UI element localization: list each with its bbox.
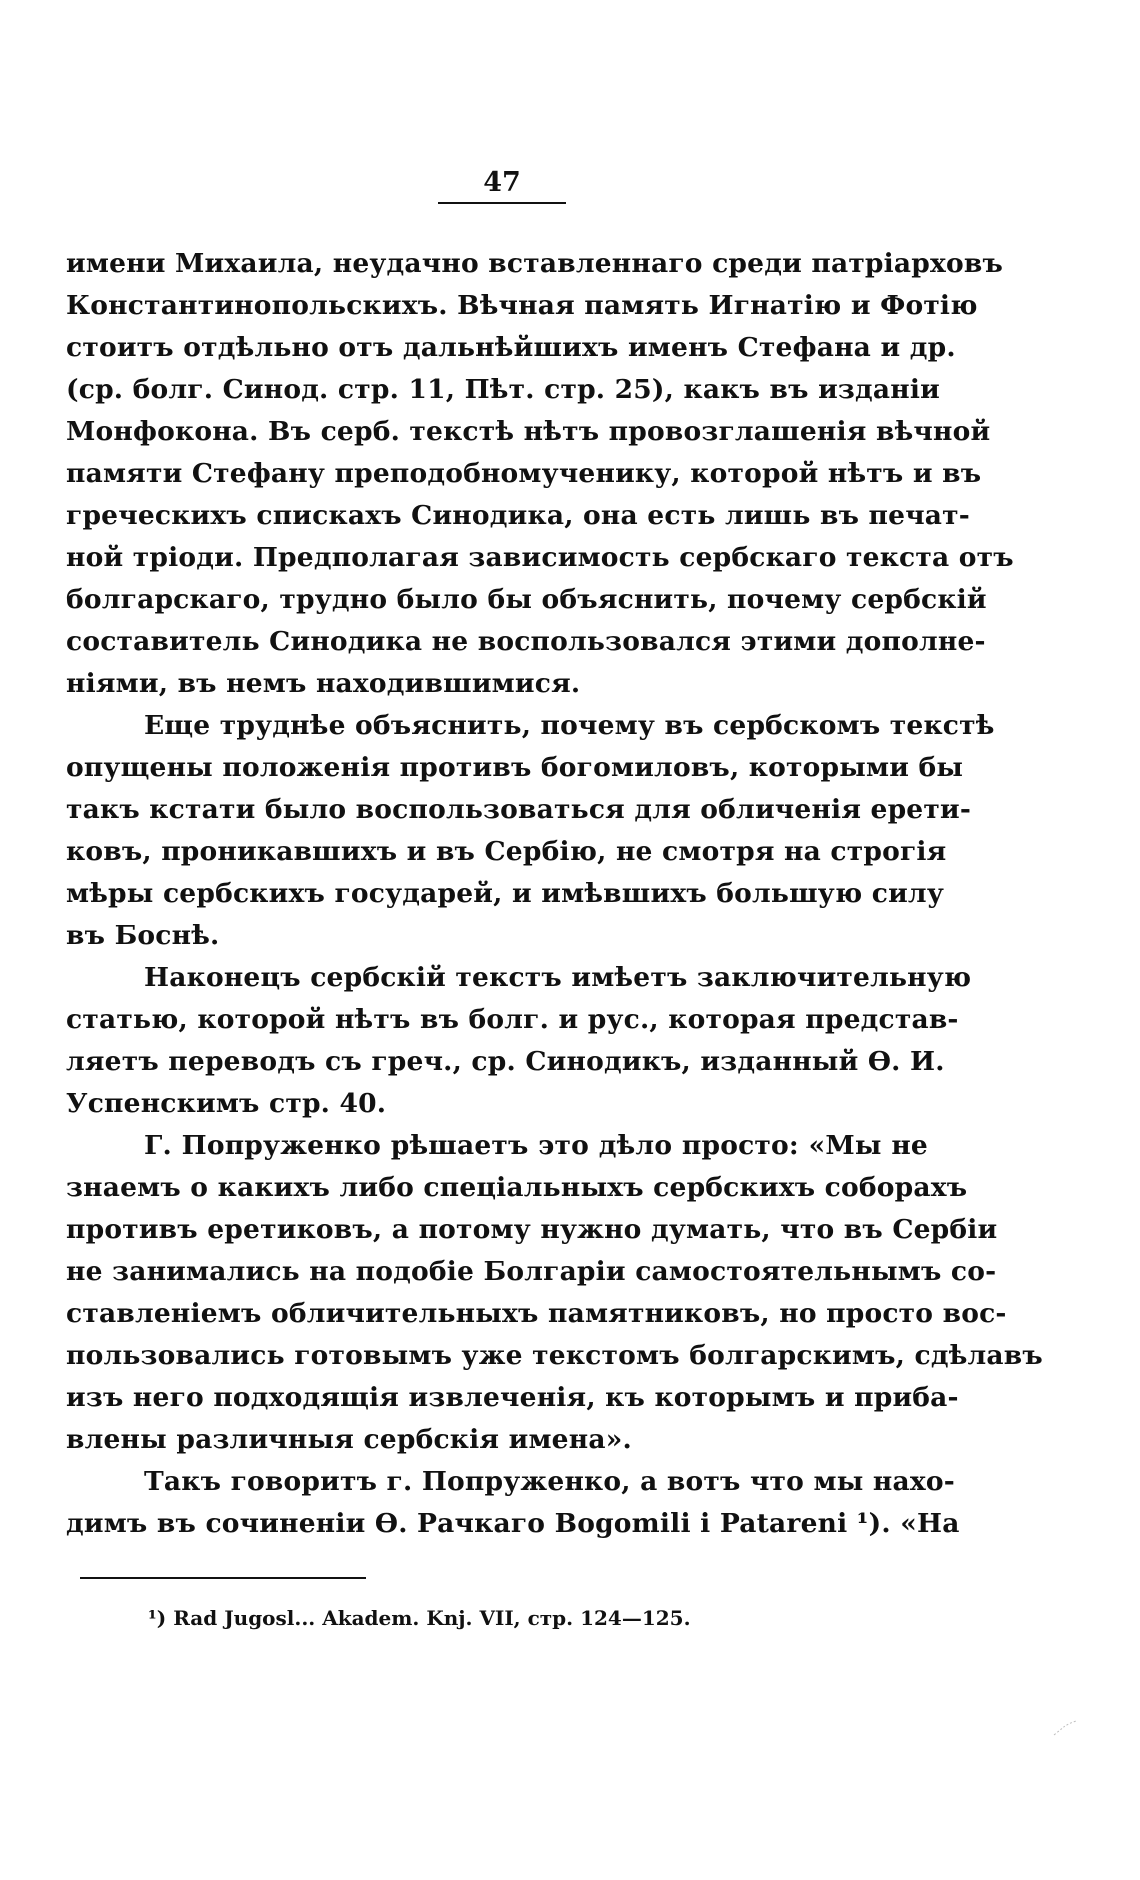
body-text — [66, 243, 1043, 1545]
text-line: имени Михаила, неудачно вставленнаго среди патріарховъ — [66, 248, 1004, 279]
text-line: влены различныя сербскія имена». — [66, 1424, 632, 1455]
text-line: Наконецъ сербскій текстъ имѣетъ заключительную — [144, 962, 972, 993]
footnote-rule — [80, 1577, 366, 1579]
text-line: изъ него подходящія извлеченія, къ которымъ и приба- — [66, 1382, 959, 1413]
text-line: Монфокона. Въ серб. текстѣ нѣтъ провозглашенія вѣчной — [66, 416, 991, 447]
text-line: составитель Синодика не воспользовался этими дополне- — [66, 626, 986, 657]
text-line: Такъ говоритъ г. Попруженко, а вотъ что мы нахо- — [144, 1466, 955, 1497]
text-line: стоитъ отдѣльно отъ дальнѣйшихъ именъ Стефана и др. — [66, 332, 956, 363]
text-line: памяти Стефану преподобномученику, которой нѣтъ и въ — [66, 458, 982, 489]
text-line: Успенскимъ стр. 40. — [66, 1088, 387, 1119]
text-line: ковъ, проникавшихъ и въ Сербію, не смотря на строгія — [66, 836, 947, 867]
text-line: статью, которой нѣтъ въ болг. и рус., которая представ- — [66, 1004, 959, 1035]
footnote-marker: ¹) — [148, 1606, 167, 1630]
text-line: въ Боснѣ. — [66, 920, 220, 951]
page-number: 47 — [438, 166, 566, 204]
footnote — [148, 1604, 691, 1632]
text-line: димъ въ сочиненіи Ѳ. Рачкаго Bogomili i Patareni ¹). «На — [66, 1508, 960, 1539]
text-line: греческихъ спискахъ Синодика, она есть лишь въ печат- — [66, 500, 970, 531]
footnote-text: Rad Jugosl... Akadem. Knj. VII, стр. 124—125. — [173, 1606, 691, 1630]
text-line: такъ кстати было воспользоваться для обличенія ерети- — [66, 794, 972, 825]
text-line: знаемъ о какихъ либо спеціальныхъ сербскихъ соборахъ — [66, 1172, 968, 1203]
text-line: ляетъ переводъ съ греч., ср. Синодикъ, изданный Ѳ. И. — [66, 1046, 945, 1077]
text-line: опущены положенія противъ богомиловъ, которыми бы — [66, 752, 964, 783]
scan-speck — [1052, 1718, 1078, 1738]
text-line: болгарскаго, трудно было бы объяснить, почему сербскій — [66, 584, 987, 615]
text-line: ной тріоди. Предполагая зависимость сербскаго текста отъ — [66, 542, 1014, 573]
text-line: Еще труднѣе объяснить, почему въ сербскомъ текстѣ — [144, 710, 995, 741]
text-line: ніями, въ немъ находившимися. — [66, 668, 581, 699]
text-line: ставленіемъ обличительныхъ памятниковъ, но просто вос- — [66, 1298, 1007, 1329]
text-line: Г. Попруженко рѣшаетъ это дѣло просто: «Мы не — [144, 1130, 928, 1161]
text-line: мѣры сербскихъ государей, и имѣвшихъ большую силу — [66, 878, 944, 909]
text-line: не занимались на подобіе Болгаріи самостоятельнымъ со- — [66, 1256, 997, 1287]
text-line: (ср. болг. Синод. стр. 11, Пѣт. стр. 25), какъ въ изданіи — [66, 374, 940, 405]
text-line: противъ еретиковъ, а потому нужно думать, что въ Сербіи — [66, 1214, 998, 1245]
text-line: пользовались готовымъ уже текстомъ болгарскимъ, сдѣлавъ — [66, 1340, 1043, 1371]
text-line: Константинопольскихъ. Вѣчная память Игнатію и Фотію — [66, 290, 978, 321]
